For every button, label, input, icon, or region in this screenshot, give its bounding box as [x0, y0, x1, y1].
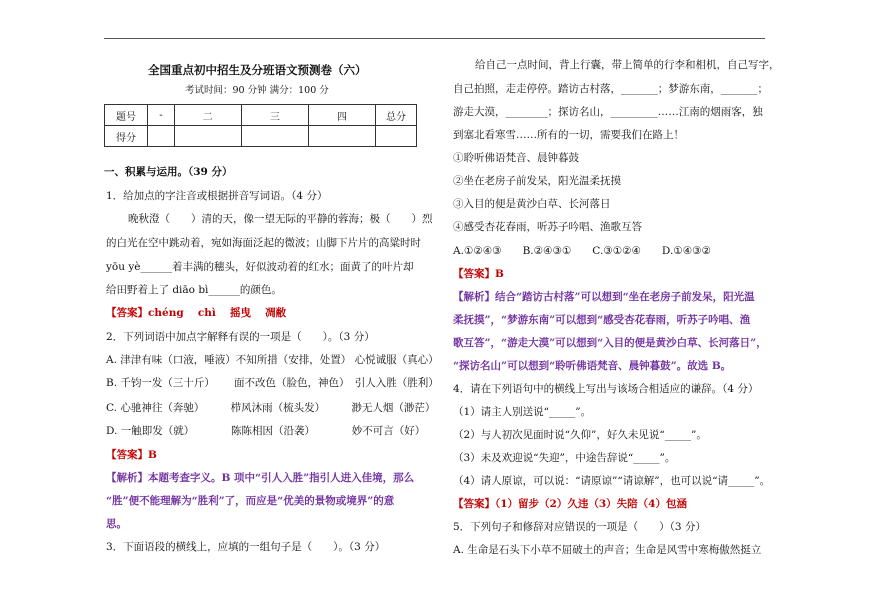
- score-row-label: 得分: [105, 126, 148, 147]
- question-2: 2．下列词语中加点字解释有误的一项是（ ）。（3 分）: [106, 331, 375, 343]
- header-rule: [104, 38, 765, 39]
- option-item: ②坐在老房子前发呆，阳光温柔抚摸: [453, 175, 621, 187]
- q2-analysis-line: 【解析】本题考查字义。B 项中“引人入胜”指引人进入佳境，那么: [106, 472, 415, 484]
- score-header-cell: 二: [174, 105, 241, 126]
- score-header-cell: -: [148, 105, 175, 126]
- q2-option-c: C. 心驰神往（奔驰） 栉风沐雨（梳头发） 渺无人烟（渺茫）: [106, 402, 436, 414]
- exam-info: 考试时间：90 分钟 满分：100 分: [185, 85, 329, 96]
- answer-text: chéng chì 摇曳 凋敝: [148, 307, 287, 319]
- q3-answer: 【答案】B: [453, 268, 504, 280]
- q4-item: （4）请人原谅，可以说：“请原谅”“请谅解”，也可以说“请_____”。: [453, 475, 771, 487]
- q1-line: 给田野着上了 diāo bì______的颜色。: [106, 284, 282, 296]
- q3-analysis-line: 柔抚摸”，“梦游东南”可以想到“感受杏花春雨，听苏子吟唱、渔: [453, 314, 751, 326]
- q2-option-a: A. 津津有味（口液，唾液）不知所措（安排，处置） 心悦诚服（真心）: [106, 354, 439, 366]
- q1-line: yōu yè______着丰满的穗头，好似波动着的红水；面黄了的叶片却: [106, 261, 414, 273]
- q4-answer: [453, 497, 687, 511]
- q2-option-d: D. 一触即发（就） 陈陈相因（沿袭） 妙不可言（好）: [106, 425, 426, 437]
- score-cell[interactable]: [174, 126, 241, 147]
- question-5: 5．下列句子和修辞对应错误的一项是（ ）（3 分）: [453, 521, 706, 533]
- q4-item: （2）与人初次见面时说“久仰”，好久未见说“_____”。: [453, 429, 707, 441]
- q3-options: A.①②④③ B.②④③① C.③①②④ D.①④③②: [453, 245, 711, 257]
- q3-analysis-line: “探访名山”可以想到“聆听佛语梵音、晨钟暮鼓”。故选 B。: [453, 360, 732, 372]
- score-cell[interactable]: [148, 126, 175, 147]
- q4-item: （1）请主人别送说“_____”。: [453, 406, 592, 418]
- answer-text: （1）留步（2）久违（3）失陪（4）包涵: [495, 498, 687, 510]
- answer-label: 【答案】: [453, 498, 495, 510]
- question-1: 1．给加点的字注音或根据拼音写词语。（4 分）: [106, 190, 328, 202]
- q2-answer: 【答案】B: [106, 449, 157, 461]
- score-header-cell: 总分: [376, 105, 417, 126]
- score-table: [104, 104, 417, 147]
- score-cell[interactable]: [241, 126, 308, 147]
- question-3: 3．下面语段的横线上，应填的一组句子是（ ）。（3 分）: [106, 541, 386, 553]
- passage-line: 到塞北看寒雪……所有的一切，需要我们在路上！: [453, 129, 684, 141]
- option-item: ④感受杏花春雨，听苏子吟唱、渔歌互答: [453, 221, 642, 233]
- q3-analysis-line: 【解析】结合“踏访古村落”可以想到“坐在老房子前发呆，阳光温: [453, 291, 755, 303]
- question-4: 4．请在下列语句中的横线上写出与该场合相适应的谦辞。（4 分）: [453, 383, 759, 395]
- score-cell[interactable]: [308, 126, 375, 147]
- section-heading: 一、积累与运用。（39 分）: [104, 166, 233, 178]
- q1-answer: [106, 306, 286, 320]
- q2-analysis-line: 思。: [106, 518, 127, 530]
- score-header-cell: 四: [308, 105, 375, 126]
- page-title: 全国重点初中招生及分班语文预测卷（六）: [148, 63, 367, 77]
- option-item: ①聆听佛语梵音、晨钟暮鼓: [453, 152, 579, 164]
- score-header-cell: 题号: [105, 105, 148, 126]
- passage-line: 游走大漠，________；探访名山，_________……江南的烟雨客，独: [453, 106, 763, 118]
- q4-item: （3）未及欢迎说“失迎”，中途告辞说“_____”。: [453, 452, 676, 464]
- score-cell[interactable]: [376, 126, 417, 147]
- q2-analysis-line: “胜”便不能理解为“胜利”了，而应是“优美的景物或境界”的意: [106, 495, 395, 507]
- answer-label: 【答案】: [106, 307, 148, 319]
- passage-line: 自己拍照，走走停停。踏访古村落，_______；梦游东南，_______；: [453, 83, 768, 95]
- passage-line: 给自己一点时间，背上行囊，带上简单的行李和相机，自己写字，: [475, 59, 780, 71]
- option-item: ③入目的便是黄沙白草、长河落日: [453, 198, 611, 210]
- q5-option-a: A. 生命是石头下小草不屈破土的声音；生命是风雪中寒梅傲然挺立: [453, 544, 762, 556]
- q1-line: 晚秋澄（ ）清的天，像一望无际的平静的蓉海；极（ ）烈: [128, 213, 433, 225]
- q3-analysis-line: 歌互答”，“游走大漠”可以想到“入目的便是黄沙白草、长河落日”，: [453, 337, 767, 349]
- score-header-cell: 三: [241, 105, 308, 126]
- q1-line: 的白光在空中跳动着，宛如海面泛起的微波；山脚下片片的高粱时时: [106, 237, 421, 249]
- q2-option-b: B. 千钧一发（三十斤） 面不改色（脸色，神色） 引人入胜（胜利）: [106, 377, 439, 389]
